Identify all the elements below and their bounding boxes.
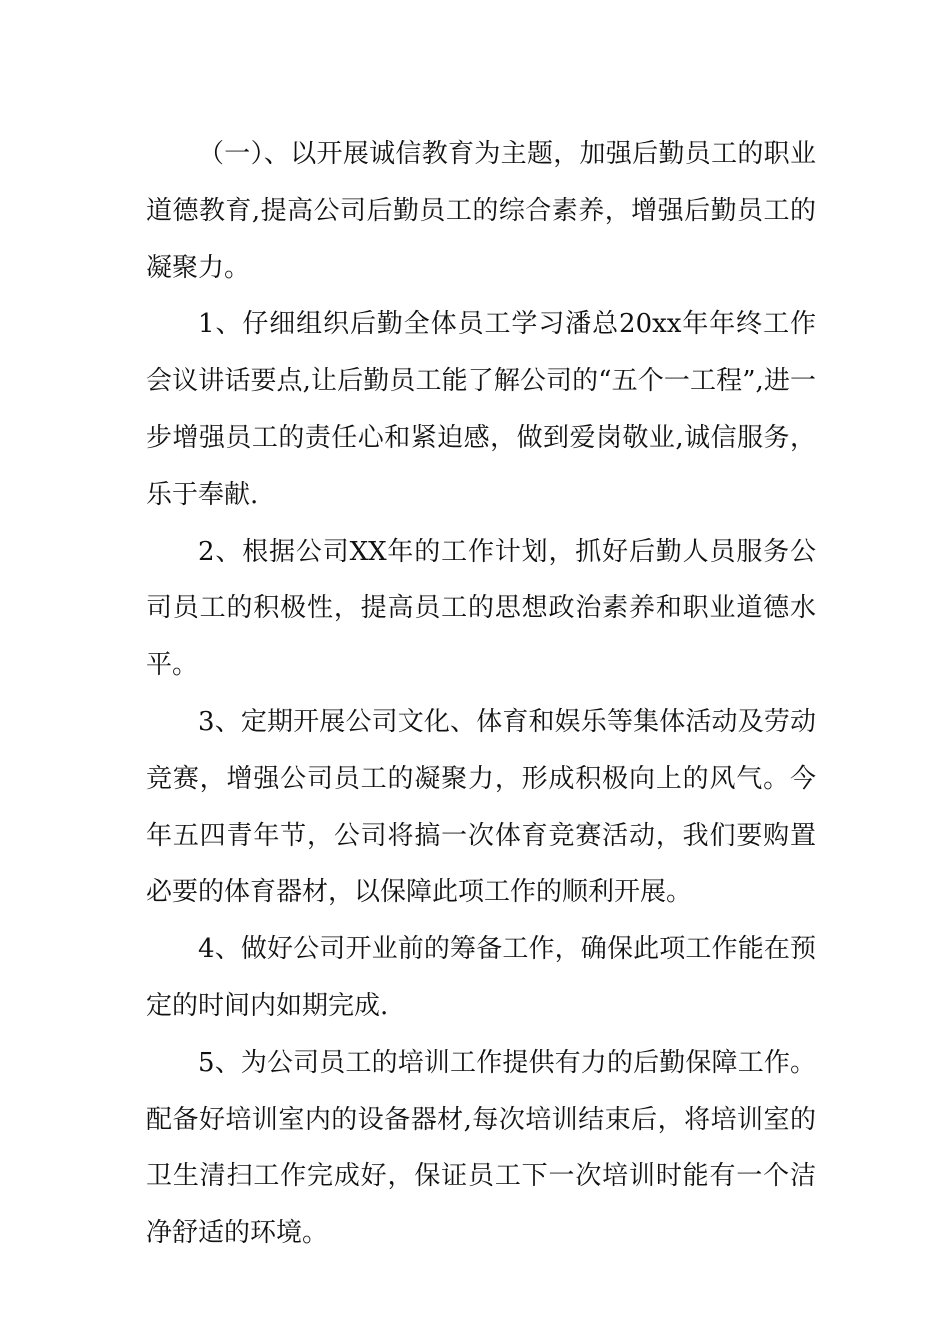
paragraph-item-1: 1、仔细组织后勤全体员工学习潘总20xx年年终工作会议讲话要点,让后勤员工能了解公司的“五个一工程”,进一步增强员工的责任心和紧迫感，做到爱岗敬业,诚信服务，乐于奉献.	[146, 309, 816, 510]
document-body	[146, 126, 816, 1262]
paragraph-section-heading: （一）、以开展诚信教育为主题，加强后勤员工的职业道德教育,提高公司后勤员工的综合素养，增强后勤员工的凝聚力。	[146, 139, 816, 283]
paragraph-item-4: 4、做好公司开业前的筹备工作，确保此项工作能在预定的时间内如期完成.	[146, 934, 816, 1021]
paragraph-item-2: 2、根据公司XX年的工作计划，抓好后勤人员服务公司员工的积极性，提高员工的思想政治素养和职业道德水平。	[146, 536, 816, 681]
paragraph-item-5: 5、为公司员工的培训工作提供有力的后勤保障工作。配备好培训室内的设备器材,每次培训结束后，将培训室的卫生清扫工作完成好，保证员工下一次培训时能有一个洁净舒适的环境。	[146, 1047, 816, 1249]
paragraph-item-3: 3、定期开展公司文化、体育和娱乐等集体活动及劳动竞赛，增强公司员工的凝聚力，形成积极向上的风气。今年五四青年节，公司将搞一次体育竞赛活动，我们要购置必要的体育器材，以保障此项工作的顺利开展。	[146, 706, 816, 908]
